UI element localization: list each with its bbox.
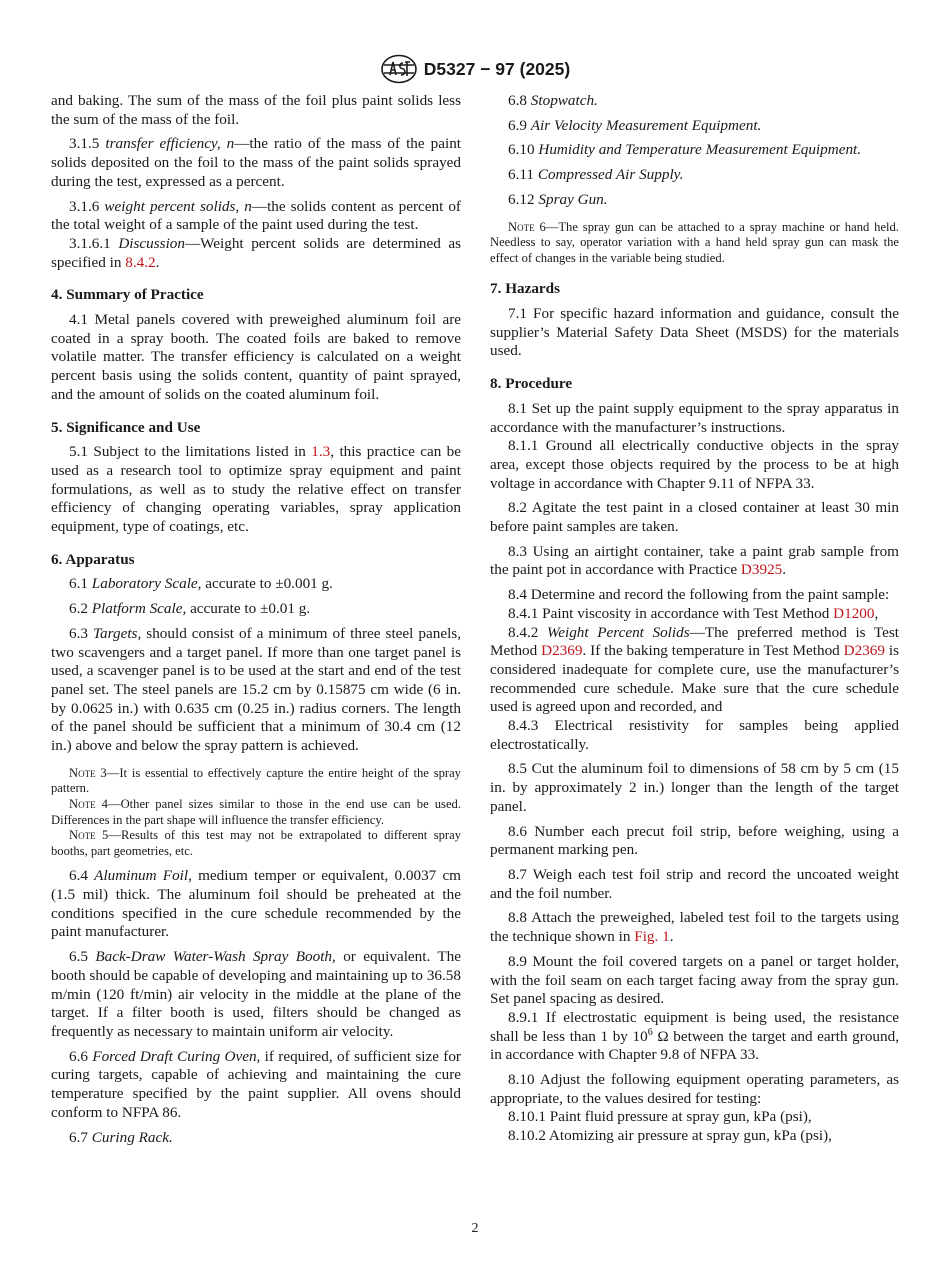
section-heading-4: 4. Summary of Practice xyxy=(51,286,204,304)
right-column xyxy=(490,92,899,1146)
paragraph-8-3: 8.3 Using an airtight container, take a paint grab sample from the paint pot in accordance with Practice D3925. xyxy=(490,542,899,579)
paragraph-8-10-2: 8.10.2 Atomizing air pressure at spray gun, kPa (psi), xyxy=(508,1127,832,1145)
paragraph: and baking. The sum of the mass of the foil plus paint solids less the sum of the mass of the foil. xyxy=(51,92,461,128)
paragraph-5-1: 5.1 Subject to the limitations listed in 1.3, this practice can be used as a research tool to optimize spray equipment and paint formulations, as well as to study the relative effect on transfer efficiency of changing operating variables, spray application equipment, type of coatings, etc. xyxy=(51,443,461,536)
note-4: Note 4—Other panel sizes similar to those in the end use can be used. Differences in the part shape will influence the transfer efficiency. xyxy=(51,796,461,827)
paragraph-8-2: 8.2 Agitate the test paint in a closed container at least 30 min before paint samples are taken. xyxy=(490,499,899,536)
note-6: Note 6—The spray gun can be attached to a spray machine or hand held. Needless to say, operator variation with a hand held spray gun can mask the effect of changes in the variable being studied. xyxy=(490,219,899,265)
paragraph-6-2: 6.2 Platform Scale, accurate to ±0.01 g. xyxy=(69,600,311,618)
paragraph-6-5: 6.5 Back-Draw Water-Wash Spray Booth, or equivalent. The booth should be capable of developing and maintaining up to 36.58 m/min (120 ft/min) air velocity in the middle at the plane of the target. If a filter booth is used, filters should be changed as frequently as necessary to maintain uniform air velocity. xyxy=(51,948,461,1040)
paragraph-8-4-3: 8.4.3 Electrical resistivity for samples being applied electrostatically. xyxy=(490,717,899,753)
link-fig-1[interactable]: Fig. 1 xyxy=(634,928,670,946)
section-heading-8: 8. Procedure xyxy=(490,375,573,393)
paragraph-8-6: 8.6 Number each precut foil strip, before weighing, using a permanent marking pen. xyxy=(490,822,899,859)
link-d2369[interactable]: D2369 xyxy=(541,642,583,660)
link-1-3[interactable]: 1.3 xyxy=(311,443,331,461)
note-5: Note 5—Results of this test may not be extrapolated to different spray booths, part geometries, etc. xyxy=(51,828,461,858)
link-d2369[interactable]: D2369 xyxy=(843,642,885,660)
paragraph-7-1: 7.1 For specific hazard information and guidance, consult the supplier’s Material Safety Data Sheet (MSDS) for the materials used. xyxy=(490,305,899,360)
document-designation: D5327 − 97 (2025) xyxy=(423,58,571,79)
paragraph-3-1-6-1: 3.1.6.1 Discussion—Weight percent solids are determined as specified in 8.4.2. xyxy=(51,234,462,271)
page-number: 2 xyxy=(471,1221,479,1236)
paragraph-6-11: 6.11 Compressed Air Supply. xyxy=(508,166,684,184)
paragraph-8-5: 8.5 Cut the aluminum foil to dimensions of 58 cm by 5 cm (15 in. by approximately 2 in.) longer than the length of the target panel. xyxy=(490,760,899,815)
link-d1200[interactable]: D1200 xyxy=(833,604,875,622)
paragraph-8-7: 8.7 Weigh each test foil strip and record the uncoated weight and the foil number. xyxy=(490,865,899,902)
page-header xyxy=(0,54,950,86)
link-d3925[interactable]: D3925 xyxy=(740,561,783,579)
left-column xyxy=(51,92,461,1147)
section-heading-7: 7. Hazards xyxy=(490,280,561,298)
section-heading-5: 5. Significance and Use xyxy=(51,418,201,436)
section-heading-6: 6. Apparatus xyxy=(51,550,135,568)
paragraph-8-4-2: 8.4.2 Weight Percent Solids—The preferred method is Test Method D2369. If the baking temperature in Test Method D2369 is considered inadequate for complete cure, use the manufacturer’s recommended cure schedule. Make sure that the cure schedule used is agreed upon and recorded, and xyxy=(490,623,899,716)
paragraph-8-10: 8.10 Adjust the following equipment operating parameters, as appropriate, to the values desired for testing: xyxy=(490,1071,899,1107)
paragraph-8-10-1: 8.10.1 Paint fluid pressure at spray gun, kPa (psi), xyxy=(508,1108,812,1126)
paragraph-4-1: 4.1 Metal panels covered with preweighed aluminum foil are coated in a spray booth. The coated foils are baked to remove volatile matter. The transfer efficiency is calculated on a weight percent basis using the solids content, quantity of paint sprayed, and the amount of solids on the coated aluminum foil. xyxy=(51,311,461,403)
paragraph-6-4: 6.4 Aluminum Foil, medium temper or equivalent, 0.0037 cm (1.5 mil) thick. The aluminum foil should be preheated at the conditions specified in the cure schedule recommended by the paint manufacturer. xyxy=(51,867,461,941)
paragraph-6-1: 6.1 Laboratory Scale, accurate to ±0.001 g. xyxy=(69,575,333,593)
note-3: Note 3—It is essential to effectively capture the entire height of the spray pattern. xyxy=(51,765,461,796)
paragraph-3-1-5: 3.1.5 transfer efficiency, n—the ratio of the mass of the paint solids deposited on the foil to the mass of the paint solids sprayed during the test, expressed as a percent. xyxy=(51,135,462,190)
paragraph-8-8: 8.8 Attach the preweighed, labeled test foil to the targets using the technique shown in Fig. 1. xyxy=(490,909,899,946)
paragraph-8-9-1: 8.9.1 If electrostatic equipment is being used, the resistance shall be less than 1 by $10^6$ Ω between the target and earth ground, in accordance with Chapter 9.8 of NFPA 33. xyxy=(490,1008,899,1064)
paragraph-6-6: 6.6 Forced Draft Curing Oven, if required, of sufficient size for curing targets, capable of achieving and maintaining the cure temperature specified by the paint supplier. All ovens should conform to NFPA 86. xyxy=(51,1047,461,1121)
paragraph-8-9: 8.9 Mount the foil covered targets on a panel or target holder, with the foil seam on each target facing away from the spray gun. Set panel spacing as desired. xyxy=(490,952,899,1008)
paragraph-6-7: 6.7 Curing Rack. xyxy=(69,1128,173,1146)
link-8-4-2[interactable]: 8.4.2 xyxy=(125,253,156,271)
paragraph-6-12: 6.12 Spray Gun. xyxy=(508,190,608,208)
paragraph-3-1-6: 3.1.6 weight percent solids, n—the solids content as percent of the total weight of a sample of the paint used during the test. xyxy=(51,197,461,234)
astm-logo-icon xyxy=(380,54,418,84)
paragraph-8-1: 8.1 Set up the paint supply equipment to the spray apparatus in accordance with the manufacturer’s instructions. xyxy=(490,399,899,436)
paragraph-6-10: 6.10 Humidity and Temperature Measurement Equipment. xyxy=(508,141,862,159)
paragraph-6-3: 6.3 Targets, should consist of a minimum of three steel panels, two scavengers and a target panel. If more than one target panel is used, a scavenger panel is to be used at the start and end of the test panel set. The steel panels are 15.2 cm by 0.15875 cm wide (6 in. by 0.0625 in.) with 0.635 cm (0.25 in.) radius corners. The length of the panel should be sufficient that a minimum of 30.4 cm (12 in.) above and below the spray pattern is achieved. xyxy=(51,624,461,755)
paragraph-6-9: 6.9 Air Velocity Measurement Equipment. xyxy=(508,116,762,134)
paragraph-8-4-1: 8.4.1 Paint viscosity in accordance with Test Method D1200, xyxy=(508,604,879,622)
paragraph-6-8: 6.8 Stopwatch. xyxy=(508,92,598,109)
paragraph-8-4: 8.4 Determine and record the following from the paint sample: xyxy=(508,586,890,604)
paragraph-8-1-1: 8.1.1 Ground all electrically conductive objects in the spray area, except those objects required by the process to be at high voltage in accordance with Chapter 9.11 of NFPA 33. xyxy=(490,437,899,492)
